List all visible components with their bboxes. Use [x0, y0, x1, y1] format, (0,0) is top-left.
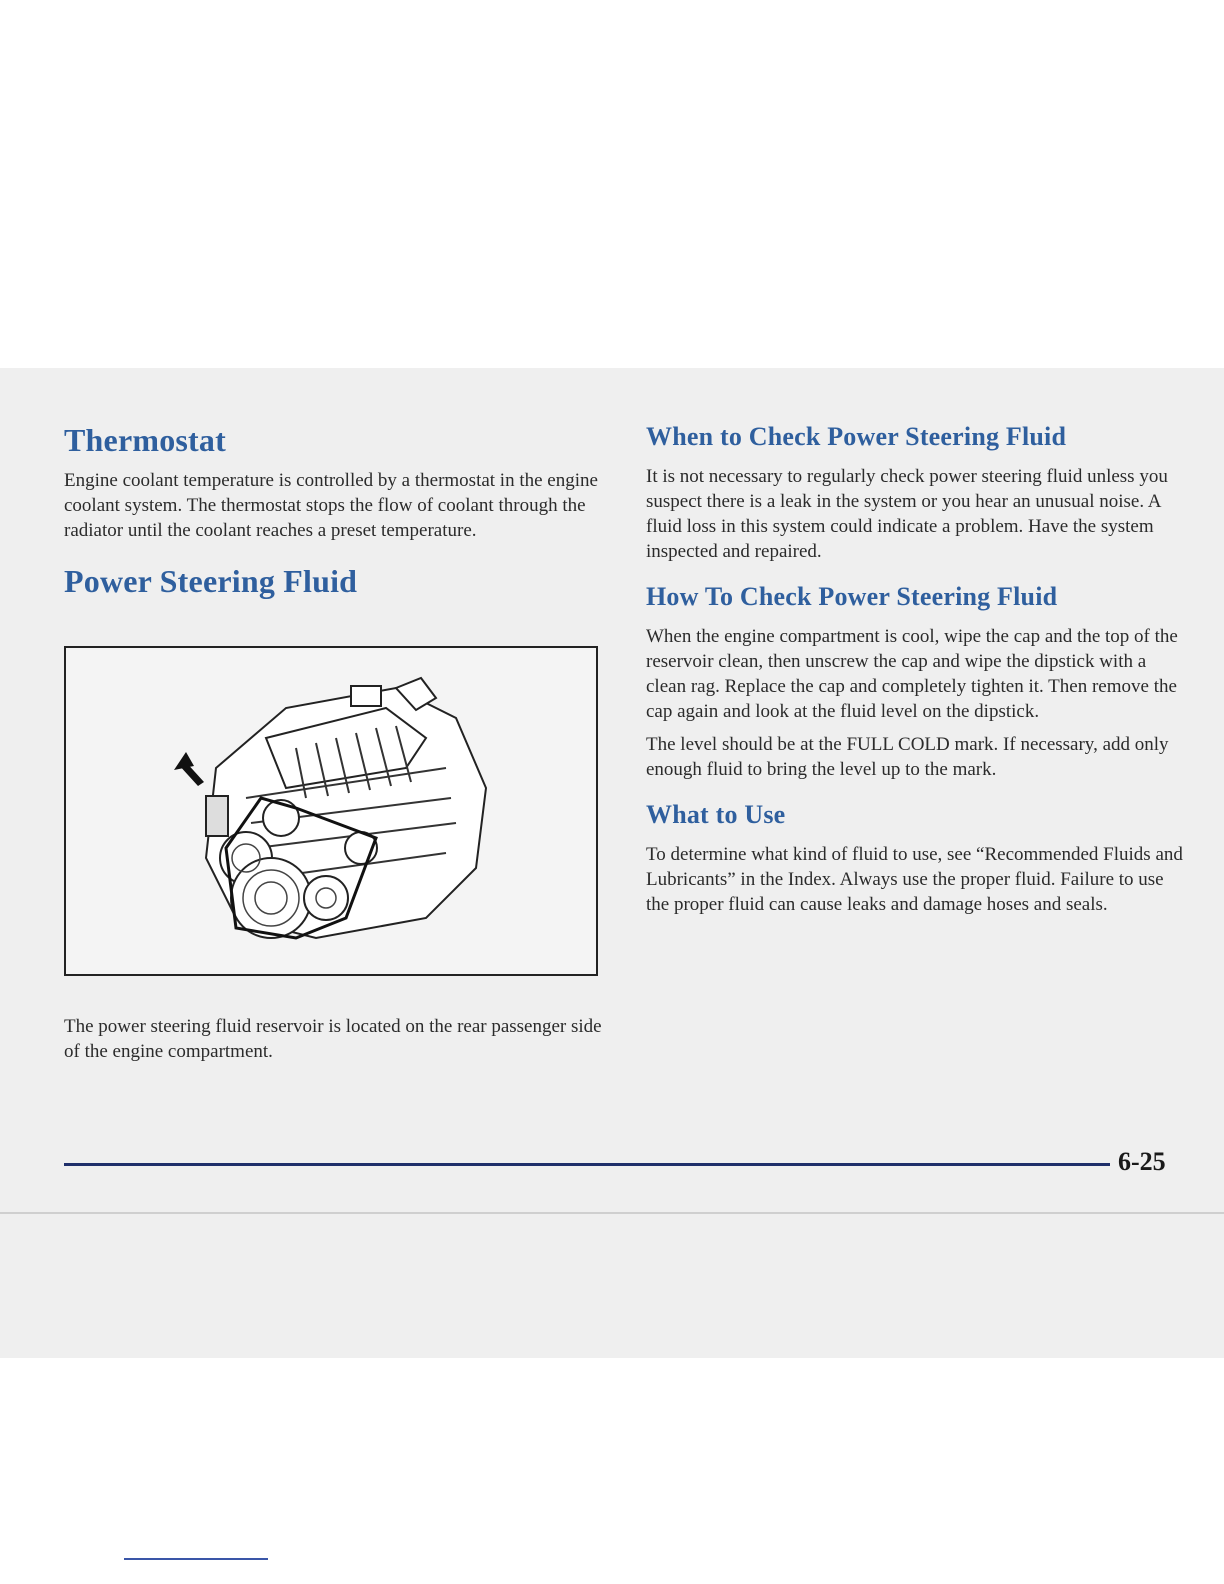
engine-drawing: [66, 648, 596, 974]
how-to-check-paragraph-2: The level should be at the FULL COLD mark. If necessary, add only enough fluid to bring the level up to the mark.: [646, 734, 1169, 780]
right-column: [646, 420, 1186, 917]
how-to-check-paragraph-1: When the engine compartment is cool, wipe the cap and the top of the reservoir clean, then unscrew the cap and wipe the dipstick with a clean rag. Replace the cap and completely tighten it. Then remove the cap again and look at the fluid level on the dipstick.: [646, 626, 1178, 722]
what-to-use-paragraph: To determine what kind of fluid to use, see “Recommended Fluids and Lubricants” in the Index. Always use the proper fluid. Failure to use the proper fluid can cause leaks and damage hoses and seals.: [646, 844, 1183, 915]
engine-illustration: [64, 646, 598, 976]
thermostat-paragraph: Engine coolant temperature is controlled by a thermostat in the engine coolant system. The thermostat stops the flow of coolant through the radiator until the coolant reaches a preset temperature.: [64, 470, 598, 541]
what-to-use-heading: What to Use: [646, 800, 786, 829]
page-number: 6-25: [1118, 1147, 1166, 1176]
how-to-check-heading: How To Check Power Steering Fluid: [646, 582, 1058, 611]
left-column: [64, 420, 604, 601]
scan-edge-line: [0, 1212, 1224, 1214]
figure-caption: The power steering fluid reservoir is located on the rear passenger side of the engine compartment.: [64, 1016, 602, 1062]
power-steering-heading: Power Steering Fluid: [64, 563, 358, 599]
bottom-blue-line: [124, 1558, 268, 1560]
page-footer-rule: [64, 1163, 1110, 1166]
thermostat-heading: Thermostat: [64, 422, 226, 458]
when-to-check-paragraph: It is not necessary to regularly check power steering fluid unless you suspect there is a leak in the system or you hear an unusual noise. A fluid loss in this system could indicate a problem. Have the system inspected and repaired.: [646, 466, 1168, 562]
figure-caption-block: [64, 1014, 604, 1064]
when-to-check-heading: When to Check Power Steering Fluid: [646, 422, 1067, 451]
